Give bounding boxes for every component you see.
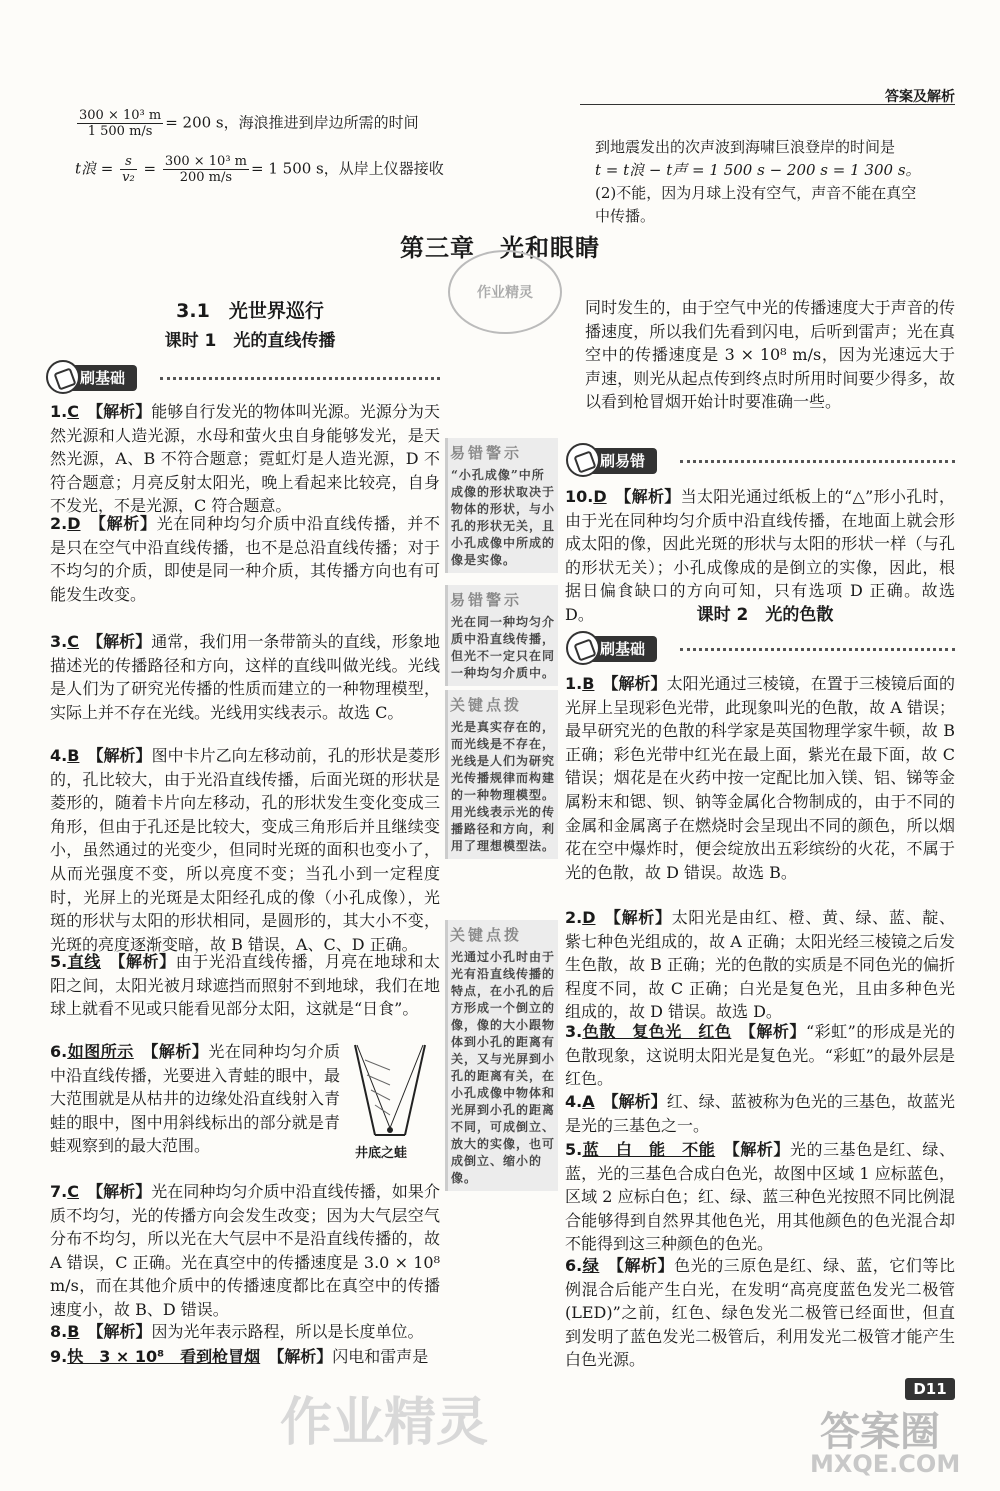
text-line: 到地震发出的次声波到海啸巨浪登岸的时间是: [595, 138, 896, 156]
answer-item: [565, 1020, 955, 1091]
right-continuation: 同时发生的，由于空气中光的传播速度大于声音的传播速度，所以我们先看到闪电，后听到雷声；光在真空中的传播速度是 3 × 10⁸ m/s，因为光速远大于声速，则光从起点传到终点时所用时间要少得多，故以看到枪冒烟开始计时要准确一些。: [585, 298, 955, 412]
item-text: 能够自行发光的物体叫光源。光源分为天然光源和人造光源，水母和萤火虫自身能够发光，是天然光源，A、B 不符合题意；霓虹灯是人造光源，D 不符合题意；月亮反射太阳光，晚上看起来比较亮，自身不发光，不是光源，C 符合题意。: [50, 402, 440, 516]
lesson-2-title: 课时 2 光的色散: [696, 605, 834, 625]
item-text: 图中卡片乙向左移动前，孔的形状是菱形的，孔比较大，由于光沿直线传播，后面光斑的形状是菱形的，随着卡片向左移动，孔的形状发生变化变成三角形，但由于孔还是比较大，变成三角形后并且继续变小，虽然通过的光变少，但同时光斑的面积也变小了，从而光强度不变，所以亮度不变；当孔小到一定程度时，光屏上的光斑是太阳经孔成的像（小孔成像），光斑的形状与太阳的形状相同，是圆形的，其大小不变，光斑的亮度逐渐变暗，故 B 错误，A、C、D 正确。: [50, 746, 440, 954]
item-number: 1.: [565, 674, 583, 693]
item-text: 光在同种均匀介质中沿直线传播，光要进入青蛙的眼中，最大范围就是从枯井的边缘处沿直线射入青蛙的眼中，图中用斜线标出的部分就是青蛙观察到的最大范围。: [50, 1042, 340, 1156]
item-number: 7.: [50, 1182, 68, 1201]
item-answer: D: [67, 514, 81, 533]
item-number: 6.: [50, 1042, 68, 1061]
item-analysis-label: 【解析】: [95, 402, 152, 421]
formula-line-1: [75, 108, 455, 154]
item-number: 1.: [50, 402, 68, 421]
answer-item: [50, 950, 440, 1021]
item-answer: 蓝 白 能 不能: [582, 1140, 716, 1159]
watermark-url: MXQE.COM: [810, 1450, 961, 1478]
item-text: 太阳光通过三棱镜，在置于三棱镜后面的光屏上呈现彩色光带，此现象叫光的色散，故 A 错误；最早研究光的色散的科学家是英国物理学家牛顿，故 B 正确；彩色光带中红光在最上面，紫光在最下面，故 C 错误；烟花是在火药中按一定配比加入镁、铝、锑等金属粉末和锶、钡、钠等金属化合物制成的，由于不同的金属和金属离子在燃烧时会呈现出不同的颜色，所以烟花在空中爆炸时，便会绽放出五彩缤纷的火花，不属于光的色散，故 D 错误。故选 B。: [565, 674, 955, 882]
item-answer: C: [67, 632, 79, 651]
chapter-title: 第三章 光和眼睛: [400, 234, 600, 262]
formula-text: = 200 s，海浪推进到岸边所需的时间: [165, 113, 419, 132]
item-answer: C: [67, 402, 79, 421]
item-number: 5.: [50, 952, 68, 971]
fraction: $\frac{\text{300 × 10³ m}}{1 500 m/s}$: [79, 108, 162, 139]
formula-line-2: [75, 154, 455, 185]
item-number: 2.: [50, 514, 68, 533]
answer-item: [565, 1254, 955, 1372]
item-answer: C: [67, 1182, 79, 1201]
item-answer: B: [67, 746, 80, 765]
item-number: 4.: [50, 746, 68, 765]
item-analysis-label: 【解析】: [150, 1042, 209, 1061]
item-number: 6.: [565, 1256, 583, 1275]
item-10: 10.D 【解析】当太阳光通过纸板上的“△”形小孔时，由于光在同种均匀介质中沿直线传播，在地面上就会形成太阳的像，因此光斑的形状与太阳的形状一样（与孔的形状无关）；小孔成像成的是倒立的实像，因此，根据日偏食缺口的方向可知，只有选项 D 正确。故选 D。: [565, 487, 955, 624]
well-caption: 井底之蛙: [355, 1146, 408, 1161]
answer-item: [50, 744, 440, 956]
item-analysis-label: 【解析】: [95, 1182, 152, 1201]
dotted-rule: [680, 648, 955, 651]
banner-label: 刷基础: [570, 636, 657, 662]
item-text: 光在同种均匀介质中沿直线传播，如果介质不均匀，光的传播方向会发生改变；因为大气层空气分布不均匀，所以光在大气层中不是沿直线传播的，故 A 错误，C 正确。光在真空中的传播速度是 3.0 × 10⁸ m/s，而在其他介质中的传播速度都比在真空中的传播速度小，故 B、D 错误。: [50, 1182, 440, 1319]
formula-var: t浪 =: [75, 159, 119, 178]
answer-item: [50, 1320, 440, 1344]
item-text: 闪电和雷声是: [332, 1347, 429, 1366]
side-note-2: 易错警示 光在同一种均匀介质中沿直线传播，但光不一定只在同一种均匀介质中。: [445, 585, 558, 686]
item-analysis-label: 【解析】: [615, 1256, 675, 1275]
lesson-title: 课时 1 光的直线传播: [164, 331, 336, 351]
page-number: D11: [905, 1378, 955, 1400]
item-answer: D: [582, 908, 596, 927]
dotted-rule: [680, 460, 955, 463]
banner-error: [570, 448, 955, 476]
item-text: 光的三基色是红、绿、蓝，光的三基色合成白色光，故图中区域 1 应标蓝色，区域 2 应标白色；红、绿、蓝三种色光按照不同比例混合能够得到自然界其他色光，用其他颜色的色光混合却不能得到这三种颜色的色光。: [565, 1140, 955, 1254]
item-text: 通常，我们用一条带箭头的直线，形象地描述光的传播路径和方向，这样的直线叫做光线。光线是人们为了研究光传播的性质而建立的一种物理模型，实际上并不存在光线。光线用实线表示。故选 C。: [50, 632, 440, 722]
item-answer: B: [67, 1322, 80, 1341]
item-text: “彩虹”的形成是光的色散现象，这说明太阳光是复色光。“彩虹”的最外层是红色。: [565, 1022, 955, 1089]
answer-item: [50, 630, 440, 724]
item-analysis-label: 【解析】: [610, 1092, 667, 1111]
item-analysis-label: 【解析】: [97, 514, 157, 533]
side-note-3: 关键点拨 光是真实存在的，而光线是不存在，光线是人们为研究光传播规律而构建的一种物理模型。用光线表示光的传播路径和方向，利用了理想模型法。: [445, 690, 558, 859]
top-left-block: [75, 108, 455, 185]
side-note-1: 易错警示 “小孔成像”中所成像的形状取决于物体的形状，与小孔的形状无关，且小孔成像中所成的像是实像。: [445, 438, 558, 573]
item-answer: 快 3 × 10⁸ 看到枪冒烟: [67, 1347, 261, 1366]
banner-basic-2: [570, 636, 955, 664]
side-note-4: 关键点拨 光通过小孔时由于光有沿直线传播的特点，在小孔的后方形成一个倒立的像，像的大小跟物体到小孔的距离有关，又与光屏到小孔的距离有关，在小孔成像中物体和光屏到小孔的距离不同，可成倒立、放大的实像，也可成倒立、缩小的像。: [445, 920, 558, 1191]
item-number: 8.: [50, 1322, 68, 1341]
banner-label: 刷易错: [570, 448, 657, 474]
answer-item: [50, 1180, 440, 1322]
item-analysis-label: 【解析】: [95, 746, 152, 765]
answer-item: [565, 906, 955, 1024]
dotted-rule: [160, 377, 440, 380]
brush-icon: [566, 631, 600, 665]
item-analysis-label: 【解析】: [276, 1347, 333, 1366]
answer-item: [50, 400, 440, 518]
item-text: 色光的三原色是红、绿、蓝，它们等比例混合后能产生白光，在发明“高亮度蓝色发光二极管(LED)”之前，红色、绿色发光二极管已经面世，但直到发明了蓝色发光二极管后，利用发光二极管才能产生白色光源。: [565, 1256, 955, 1370]
item-answer: 色散 复色光 红色: [582, 1022, 732, 1041]
item-analysis-label: 【解析】: [95, 632, 152, 651]
item-analysis-label: 【解析】: [747, 1022, 806, 1041]
text-line: 中传播。: [595, 207, 656, 225]
item-text: 因为光年表示路程，所以是长度单位。: [151, 1322, 424, 1341]
item-text: 红、绿、蓝被称为色光的三基色，故蓝光是光的三基色之一。: [565, 1092, 955, 1135]
item-number: 5.: [565, 1140, 583, 1159]
item-number: 4.: [565, 1092, 583, 1111]
item-analysis-label: 【解析】: [610, 674, 667, 693]
top-right-block: [595, 136, 965, 228]
formula-text: = 1 500 s，从岸上仪器接收: [251, 159, 444, 178]
formula-text: =: [138, 159, 161, 178]
item-answer: 直线: [67, 952, 101, 971]
answer-item: [50, 1040, 340, 1158]
brush-icon: [566, 443, 600, 477]
item-analysis-label: 【解析】: [612, 908, 672, 927]
item-analysis-label: 【解析】: [731, 1140, 790, 1159]
item-number: 3.: [565, 1022, 583, 1041]
banner-basic: [50, 365, 440, 393]
item-number: 3.: [50, 632, 68, 651]
text-line: t = t浪 − t声 = 1 500 s − 200 s = 1 300 s。: [595, 161, 921, 179]
item-answer: 如图所示: [67, 1042, 134, 1061]
item-answer: A: [582, 1092, 595, 1111]
answer-item: [565, 672, 955, 884]
banner-label: 刷基础: [50, 365, 137, 391]
item-number: 2.: [565, 908, 583, 927]
brush-icon: [46, 360, 80, 394]
item-analysis-label: 【解析】: [95, 1322, 152, 1341]
item-text: 光在同种均匀介质中沿直线传播，并不是只在空气中沿直线传播，也不是总沿直线传播；对于不均匀的介质，即使是同一种介质，其传播方向也有可能发生改变。: [50, 514, 440, 604]
watermark-logo: 答案圈: [820, 1409, 940, 1455]
answer-item: [50, 512, 440, 606]
fraction: $\frac{s}{\text{v₂}}$: [122, 154, 135, 185]
header-rule: [580, 104, 955, 105]
stamp-seal: 作业精灵: [448, 250, 562, 334]
watermark-text: 作业精灵: [280, 1393, 489, 1453]
item-analysis-label: 【解析】: [117, 952, 176, 971]
item-text: 由于光沿直线传播，月亮在地球和太阳之间，太阳光被月球遮挡而照射不到地球，我们在地球上就看不见或只能看见部分太阳，这就是“日食”。: [50, 952, 440, 1019]
item-text: 太阳光是由红、橙、黄、绿、蓝、靛、紫七种色光组成的，故 A 正确；太阳光经三棱镜之后发生色散，故 B 正确；光的色散的实质是不同色光的偏折程度不同，故 C 正确；白光是复色光，且由多种色光组成的，故 D 错误。故选 D。: [565, 908, 955, 1022]
item-number: 9.: [50, 1347, 68, 1366]
fraction: $\frac{\text{300 × 10³ m}}{200 m/s}$: [164, 154, 247, 185]
text-line: (2)不能，因为月球上没有空气，声音不能在真空: [595, 184, 917, 202]
header-title: 答案及解析: [885, 89, 955, 105]
answer-item: [565, 1090, 955, 1137]
answer-item: [50, 1345, 440, 1369]
item-answer: 绿: [582, 1256, 600, 1275]
section-title: 3.1 光世界巡行: [176, 300, 324, 322]
item-answer: B: [582, 674, 595, 693]
answer-item: [565, 1138, 955, 1256]
